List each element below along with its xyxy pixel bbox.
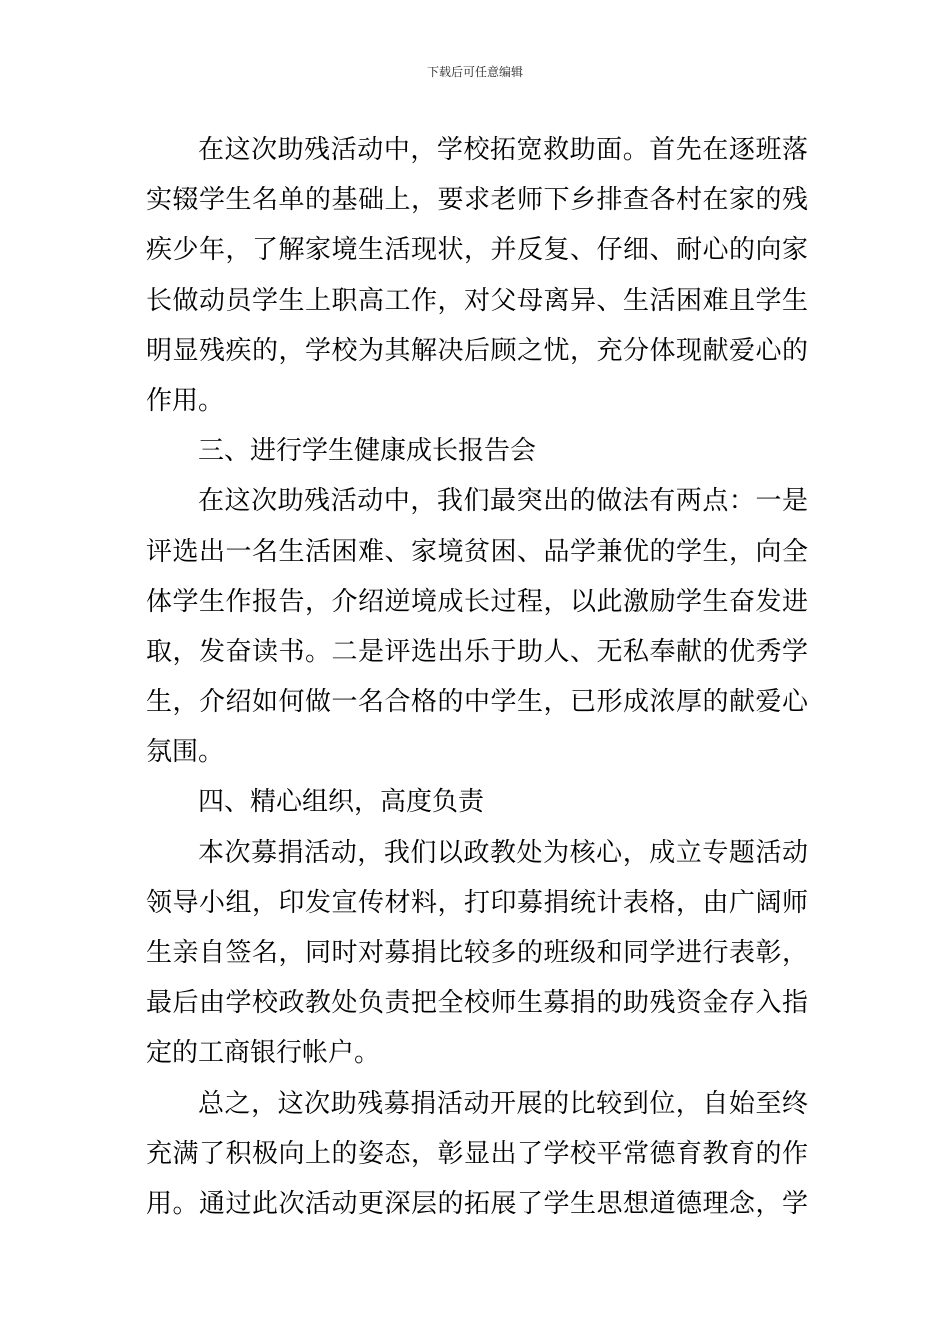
text-line: 总之，这次助残募捐活动开展的比较到位，自始至终 — [198, 1088, 808, 1119]
text-line: 生亲自签名，同时对募捐比较多的班级和同学进行表彰， — [146, 938, 808, 968]
text-line: 本次募捐活动，我们以政教处为核心，成立专题活动 — [198, 837, 808, 868]
text-line: 明显残疾的，学校为其解决后顾之忧，充分体现献爱心的 — [146, 335, 808, 366]
text-line: 体学生作报告，介绍逆境成长过程，以此激励学生奋发进 — [146, 586, 808, 617]
text-line: 长做动员学生上职高工作，对父母离异、生活困难且学生 — [146, 285, 808, 316]
text-line: 疾少年，了解家境生活现状，并反复、仔细、耐心的向家 — [146, 235, 808, 266]
text-line: 三、进行学生健康成长报告会 — [198, 436, 537, 467]
text-line: 实辍学生名单的基础上，要求老师下乡排查各村在家的残 — [146, 185, 808, 216]
text-line: 作用。 — [146, 385, 225, 416]
page-header: 下载后可任意编辑 — [426, 65, 523, 79]
document-body — [146, 125, 808, 1229]
text-line: 定的工商银行帐户。 — [146, 1038, 381, 1069]
text-line: 在这次助残活动中，学校拓宽救助面。首先在逐班落 — [198, 135, 808, 165]
text-line: 领导小组，印发宣传材料，打印募捐统计表格，由广阔师 — [146, 887, 808, 918]
text-line: 评选出一名生活困难、家境贫困、品学兼优的学生，向全 — [146, 536, 808, 567]
text-line: 用。通过此次活动更深层的拓展了学生思想道德理念，学 — [146, 1188, 808, 1219]
text-line: 四、精心组织，高度负责 — [198, 787, 485, 818]
text-line: 在这次助残活动中，我们最突出的做法有两点：一是 — [198, 486, 808, 517]
text-line: 氛围。 — [146, 737, 225, 768]
text-line: 充满了积极向上的姿态，彰显出了学校平常德育教育的作 — [146, 1138, 808, 1169]
text-line: 最后由学校政教处负责把全校师生募捐的助残资金存入指 — [146, 988, 808, 1019]
text-line: 生，介绍如何做一名合格的中学生，已形成浓厚的献爱心 — [146, 687, 808, 718]
text-line: 取，发奋读书。二是评选出乐于助人、无私奉献的优秀学 — [146, 636, 808, 667]
